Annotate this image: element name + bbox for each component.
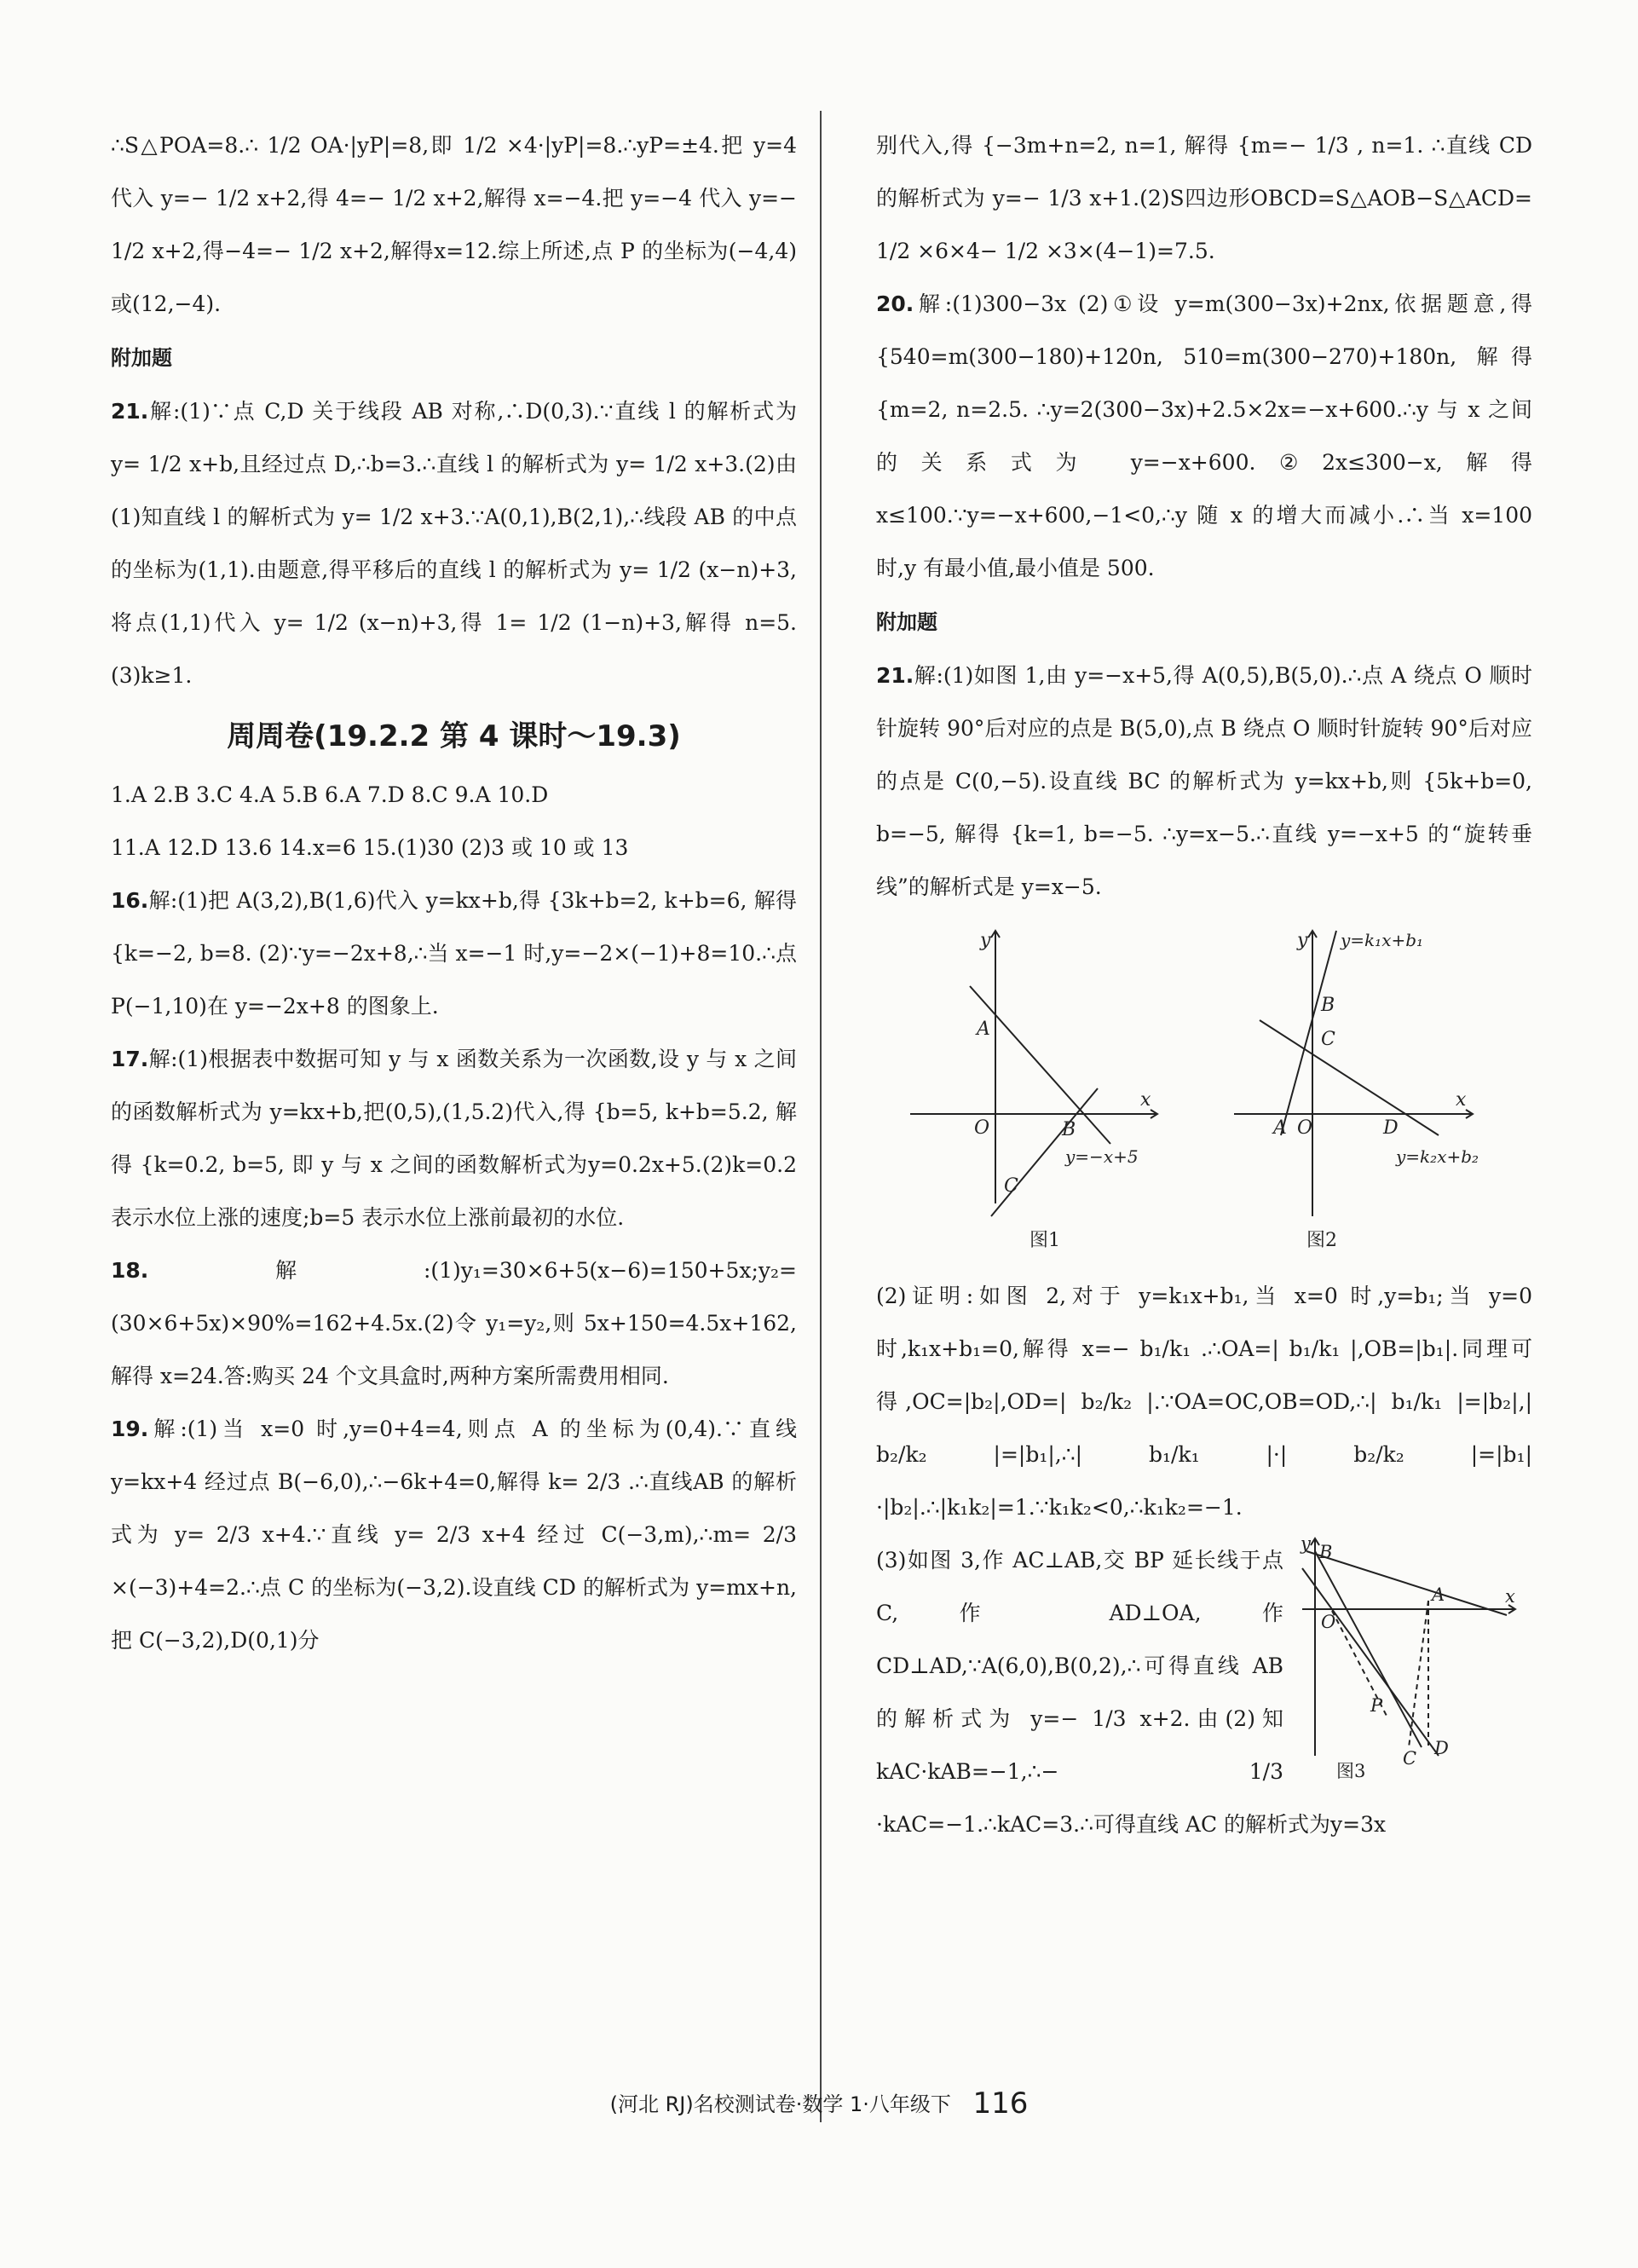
fig1-origin-label: O [974,1117,990,1139]
question-21-left [111,385,797,702]
fig3-y-label: y [1301,1534,1311,1554]
question-text: 解:(1)根据表中数据可知 y 与 x 函数关系为一次函数,设 y 与 x 之间的函数解析式为 y=kx+b,把(0,5),(1,5.2)代入,得 {b=5, k+b=5.2, 解得 {k=0.2, b=5, 即 y 与 x 之间的函数解析式为y=0.2x+5.(2)k=0.2 表示水位上涨的速度;b=5 表示水位上涨前最初的水位. [111,1047,797,1230]
figure-3-wrap [876,1534,1532,1851]
question-number: 17. [111,1047,149,1071]
question-text: 解:(1)y₁=30×6+5(x−6)=150+5x;y₂=(30×6+5x)×90%=162+4.5x.(2)令 y₁=y₂,则 5x+150=4.5x+162,解得 x=24.答:购买 24 个文具盒时,两种方案所需费用相同. [111,1258,797,1388]
fig2-equation-1: y=k₁x+b₁ [1341,930,1424,950]
question-20 [876,278,1532,595]
fig2-origin-label: O [1297,1117,1313,1139]
figure-2 [1234,931,1473,1216]
figure-1 [910,931,1157,1216]
fig2-point-c: C [1321,1029,1335,1050]
question-number: 21. [111,399,149,424]
section-title: 周周卷(19.2.2 第 4 课时～19.3) [227,719,681,753]
page-number: 116 [972,2086,1029,2121]
fig3-line-bc [1315,1551,1422,1747]
question-text: 解:(1)当 x=0 时,y=0+4=4,则点 A 的坐标为(0,4).∵直线 y=kx+4 经过点 B(−6,0),∴−6k+4=0,解得 k= 2/3 .∴直线AB 的解析式为 y= 2/3 x+4.∵直线 y= 2/3 x+4 经过 C(−3,m),∴m= 2/3 ×(−3)+4=2.∴点 C 的坐标为(−3,2).设直线 CD 的解析式为 y=mx+n,把 C(−3,2),D(0,1)分 [111,1417,797,1653]
fig2-y-label: y [1297,930,1308,951]
fig3-point-b: B [1319,1542,1333,1562]
bonus-heading-right: 附加题 [876,610,937,634]
question-18 [111,1244,797,1403]
column-divider [820,111,822,2122]
question-text: 解:(1)把 A(3,2),B(1,6)代入 y=kx+b,得 {3k+b=2, k+b=6, 解得 {k=−2, b=8. (2)∵y=−2x+8,∴当 x=−1 时,y=−2×(−1)+8=10.∴点 P(−1,10)在 y=−2x+8 的图象上. [111,888,797,1019]
fig3-point-a: A [1432,1584,1445,1605]
right-paragraph-1: 别代入,得 {−3m+n=2, n=1, 解得 {m=− 1/3 , n=1. ∴直线 CD 的解析式为 y=− 1/3 x+1.(2)S四边形OBCD=S△AOB−S△ACD= 1/2 ×6×4− 1/2 ×3×(4−1)=7.5. [876,133,1532,263]
fig3-line-ac [1409,1601,1428,1747]
page-footer [0,2086,1638,2121]
fig3-x-label: x [1505,1586,1515,1607]
left-column [111,119,797,1667]
right-column [876,119,1532,1851]
figures-1-2 [876,922,1532,1263]
answers-row-2: 11.A 12.D 13.6 14.x=6 15.(1)30 (2)3 或 10 或 13 [111,835,629,860]
fig3-point-p: P [1370,1695,1383,1716]
question-19 [111,1403,797,1667]
question-text: 解:(1)如图 1,由 y=−x+5,得 A(0,5),B(5,0).∴点 A 绕点 O 顺时针旋转 90°后对应的点是 B(5,0),点 B 绕点 O 顺时针旋转 90°后对应的点是 C(0,−5).设直线 BC 的解析式为 y=kx+b,则 {5k+b=0, b=−5, 解得 {k=1, b=−5. ∴y=x−5.∴直线 y=−x+5 的“旋转垂线”的解析式是 y=x−5. [876,663,1532,899]
fig2-point-b: B [1321,995,1335,1016]
fig2-point-d: D [1383,1117,1399,1139]
fig3-point-c: C [1403,1748,1417,1769]
question-16 [111,874,797,1033]
fig3-caption: 图3 [1336,1761,1366,1781]
fig1-point-b: B [1062,1119,1076,1140]
question-number: 18. [111,1258,149,1283]
figure-1-2-svg [876,922,1532,1263]
answers-row-1: 1.A 2.B 3.C 4.A 5.B 6.A 7.D 8.C 9.A 10.D [111,782,549,807]
question-text: 解:(1)300−3x (2)①设 y=m(300−3x)+2nx,依据题意,得 {540=m(300−180)+120n, 510=m(300−270)+180n, 解得 {m=2, n=2.5. ∴y=2(300−3x)+2.5×2x=−x+600.∴y 与 x 之间的关系式为 y=−x+600.②2x≤300−x,解得 x≤100.∵y=−x+600,−1<0,∴y 随 x 的增大而减小.∴当 x=100 时,y 有最小值,最小值是 500. [876,291,1532,580]
figure-2-labels [1272,930,1479,1251]
question-number: 20. [876,291,914,316]
left-paragraph-1: ∴S△POA=8.∴ 1/2 OA·|yP|=8,即 1/2 ×4·|yP|=8.∴yP=±4.把 y=4 代入 y=− 1/2 x+2,得 4=− 1/2 x+2,解得 x=−4.把 y=−4 代入 y=− 1/2 x+2,得−4=− 1/2 x+2,解得x=12.综上所述,点 P 的坐标为(−4,4)或(12,−4). [111,133,797,316]
fig1-y-label: y [980,930,991,951]
figure-3-labels [1300,1534,1515,1781]
fig3-origin-label: O [1321,1612,1336,1632]
question-21-part-3: (3)如图 3,作 AC⊥AB,交 BP 延长线于点 C,作 AD⊥OA,作 CD⊥AD,∵A(6,0),B(0,2),∴可得直线 AB 的解析式为 y=− 1/3 x+2.由(2)知 kAC·kAB=−1,∴− 1/3 ·kAC=−1.∴kAC=3.∴可得直线 AC 的解析式为y=3x [876,1548,1387,1837]
fig3-line-ab [1306,1551,1507,1615]
fig2-point-a: A [1273,1117,1287,1139]
fig1-point-a: A [977,1019,990,1040]
fig2-caption: 图2 [1306,1230,1337,1251]
fig2-equation-2: y=k₂x+b₂ [1396,1146,1479,1167]
fig1-point-c: C [1004,1175,1018,1197]
question-number: 19. [111,1417,149,1441]
fig2-x-label: x [1456,1089,1467,1111]
figure-3-lines [1302,1538,1515,1756]
fig3-point-d: D [1434,1738,1449,1758]
fig1-x-label: x [1140,1089,1151,1111]
fig1-line-ab [970,986,1110,1144]
bonus-heading-left: 附加题 [111,346,172,370]
question-text: 解:(1)∵点 C,D 关于线段 AB 对称,∴D(0,3).∵直线 l 的解析式为 y= 1/2 x+b,且经过点 D,∴b=3.∴直线 l 的解析式为 y= 1/2 x+3.(2)由(1)知直线 l 的解析式为 y= 1/2 x+3.∵A(0,1),B(2,1),∴线段 AB 的中点的坐标为(1,1).由题意,得平移后的直线 l 的解析式为 y= 1/2 (x−n)+3,将点(1,1)代入 y= 1/2 (x−n)+3,得 1= 1/2 (1−n)+3,解得 n=5.(3)k≥1. [111,399,797,688]
fig1-equation: y=−x+5 [1065,1146,1139,1167]
question-21-part-2: (2)证明:如图 2,对于 y=k₁x+b₁,当 x=0 时,y=b₁;当 y=0 时,k₁x+b₁=0,解得 x=− b₁/k₁ .∴OA=| b₁/k₁ |,OB=|b₁|.同理可得,OC=|b₂|,OD=| b₂/k₂ |.∵OA=OC,OB=OD,∴| b₁/k₁ |=|b₂|,| b₂/k₂ |=|b₁|,∴| b₁/k₁ |·| b₂/k₂ |=|b₁|·|b₂|.∴|k₁k₂|=1.∵k₁k₂<0,∴k₁k₂=−1. [876,1284,1532,1520]
question-17 [111,1033,797,1244]
footer-book-title: (河北 RJ)名校测试卷·数学 1·八年级下 [609,2092,951,2116]
fig3-line-extra [1302,1568,1439,1756]
question-number: 16. [111,888,149,913]
question-number: 21. [876,663,914,688]
fig1-caption: 图1 [1030,1230,1060,1251]
question-21-right [876,649,1532,914]
figure-3 [1294,1534,1532,1790]
